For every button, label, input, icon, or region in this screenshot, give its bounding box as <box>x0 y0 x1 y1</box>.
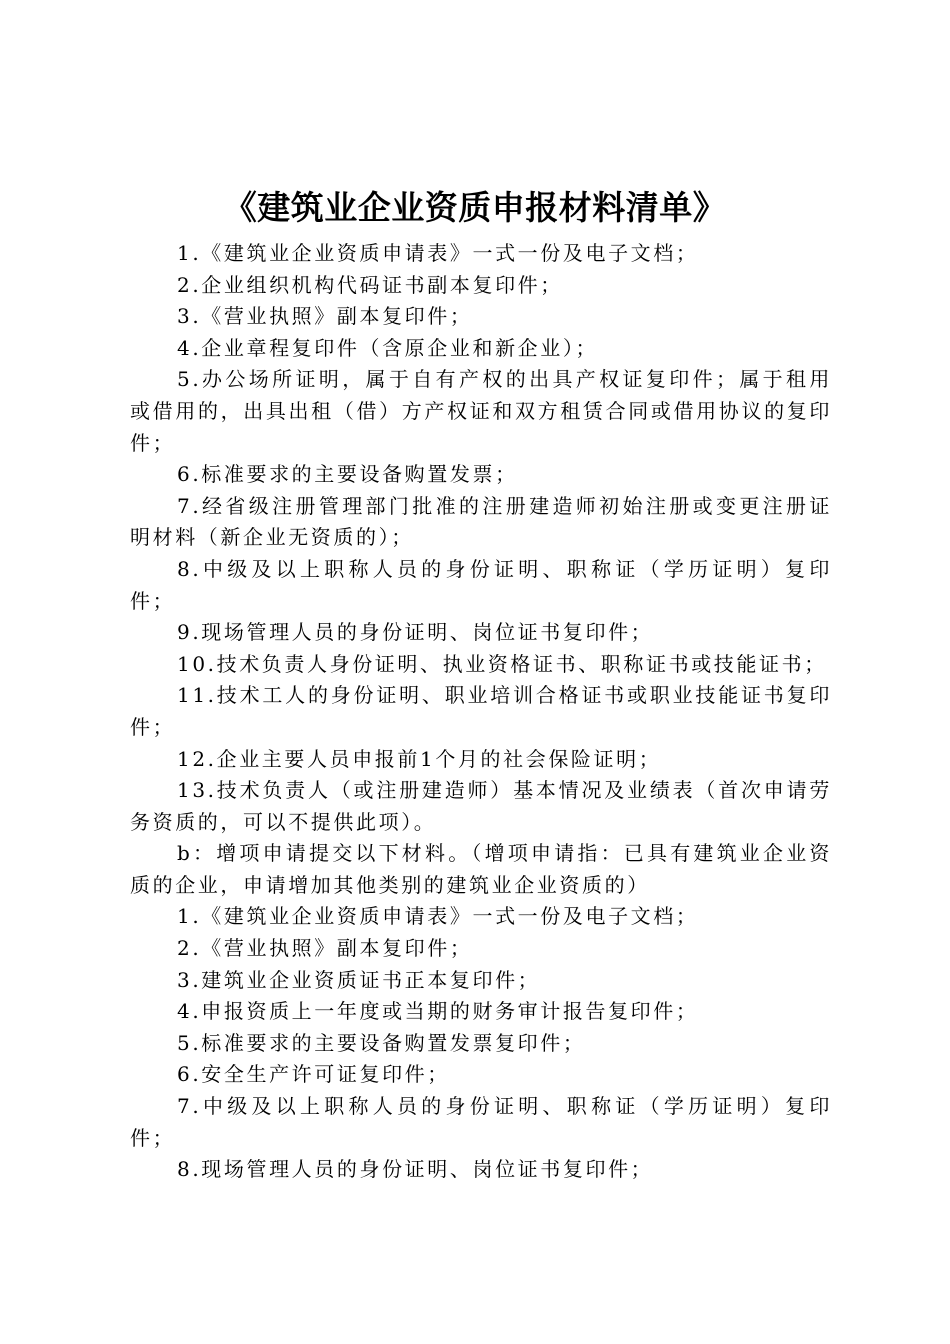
list-item: 1.《建筑业企业资质申请表》一式一份及电子文档； <box>177 241 699 265</box>
list-item: 13.技术负责人（或注册建造师）基本情况及业绩表（首次申请劳务资质的，可以不提供此项）。 <box>130 778 832 834</box>
list-item: 11.技术工人的身份证明、职业培训合格证书或职业技能证书复印件； <box>130 683 832 739</box>
list-item: 5.标准要求的主要设备购置发票复印件； <box>177 1030 586 1055</box>
list-item: b：增项申请提交以下材料。（增项申请指：已具有建筑业企业资质的企业，申请增加其他类别的建筑业企业资质的） <box>130 841 832 897</box>
list-item: 3.建筑业企业资质证书正本复印件； <box>177 967 541 992</box>
list-item: 4.企业章程复印件（含原企业和新企业）； <box>177 335 599 360</box>
list-item: 10.技术负责人身份证明、执业资格证书、职称证书或技能证书； <box>177 651 827 676</box>
list-item: 2.《营业执照》副本复印件； <box>177 936 473 961</box>
list-item: 5.办公场所证明，属于自有产权的出具产权证复印件；属于租用或借用的，出具出租（借）方产权证和双方租赁合同或借用协议的复印件； <box>130 367 832 455</box>
list-item: 7.经省级注册管理部门批准的注册建造师初始注册或变更注册证明材料（新企业无资质的）； <box>130 493 832 550</box>
list-item: 12.企业主要人员申报前1个月的社会保险证明； <box>177 746 662 771</box>
document-body <box>130 238 832 1186</box>
list-item: 4.申报资质上一年度或当期的财务审计报告复印件； <box>177 999 699 1024</box>
list-item: 7.中级及以上职称人员的身份证明、职称证（学历证明）复印件； <box>130 1094 832 1150</box>
list-item: 6.安全生产许可证复印件； <box>177 1062 450 1087</box>
list-item: 8.现场管理人员的身份证明、岗位证书复印件； <box>177 1157 654 1182</box>
list-item: 1.《建筑业企业资质申请表》一式一份及电子文档； <box>177 904 699 929</box>
list-item: 8.中级及以上职称人员的身份证明、职称证（学历证明）复印件； <box>130 556 832 613</box>
list-item: 3.《营业执照》副本复印件； <box>177 304 473 329</box>
list-item: 9.现场管理人员的身份证明、岗位证书复印件； <box>177 620 654 645</box>
list-item: 2.企业组织机构代码证书副本复印件； <box>177 272 563 297</box>
list-item: 6.标准要求的主要设备购置发票； <box>177 462 518 487</box>
document-title: 《建筑业企业资质申报材料清单》 <box>223 188 727 227</box>
